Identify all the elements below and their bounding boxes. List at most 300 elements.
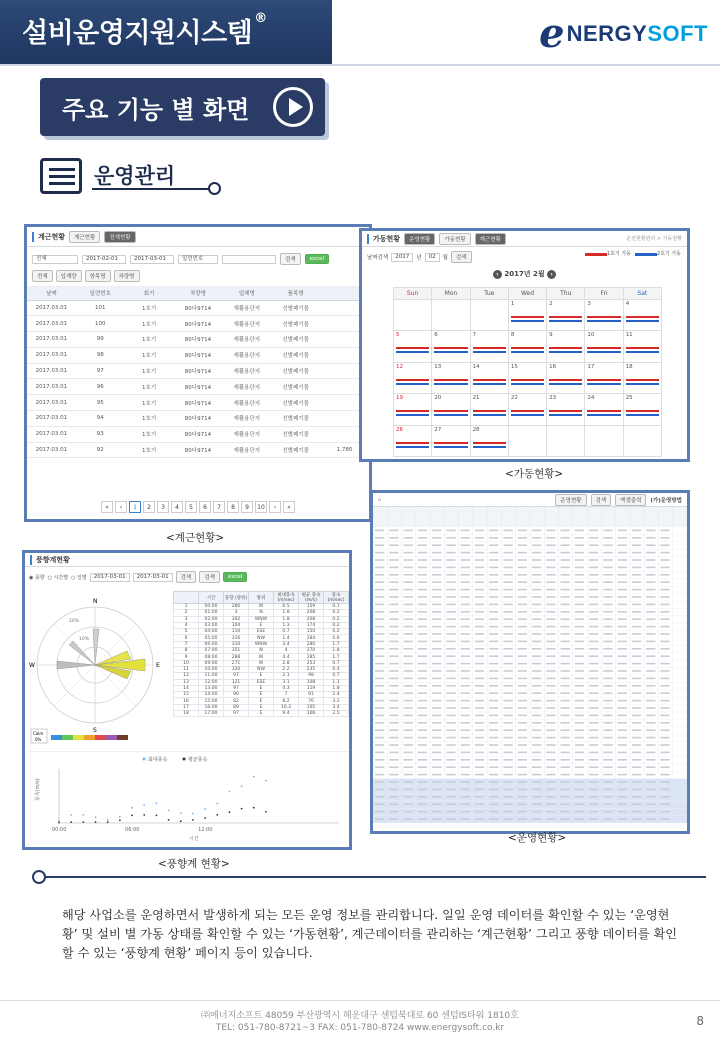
- grid-cell: [561, 818, 570, 820]
- date-from-field[interactable]: 2017-02-01: [82, 255, 126, 264]
- wind-cell: 0.7: [324, 673, 349, 679]
- rose-label-s: S: [93, 727, 97, 734]
- grid-cell: [518, 789, 527, 791]
- grid-cell: [589, 670, 598, 672]
- table-row[interactable]: [27, 332, 369, 348]
- wind-cell: 3.2: [324, 698, 349, 704]
- grid-cell: [660, 544, 669, 546]
- grid-cell: [632, 626, 641, 628]
- grid-cell: [589, 648, 598, 650]
- avg-speed-point: [216, 814, 218, 816]
- grid-cell: [660, 574, 669, 576]
- opt-daily[interactable]: ○ 일별: [71, 574, 87, 581]
- grid-cell: [660, 752, 669, 754]
- table-cell: 98: [76, 347, 125, 363]
- month-select[interactable]: 02: [425, 253, 440, 262]
- grid-cell: [618, 678, 627, 680]
- calendar-week: [394, 331, 662, 362]
- grid-cell: [632, 766, 641, 768]
- day-number: 15: [510, 363, 518, 370]
- opt-direction[interactable]: ◉ 풍향: [29, 574, 45, 581]
- tab-operation[interactable]: 운영현황: [404, 233, 435, 245]
- table-row[interactable]: [27, 426, 369, 442]
- grid-cell: [646, 626, 655, 628]
- unit1-bar: [396, 379, 429, 381]
- filter-chip[interactable]: 입재량: [56, 270, 82, 282]
- year-select[interactable]: 2017: [391, 253, 413, 262]
- table-row[interactable]: [27, 411, 369, 427]
- day-number: 13: [434, 363, 442, 370]
- grid-cell: [603, 663, 612, 665]
- grid-cell: [603, 618, 612, 620]
- wind-cell: 10: [174, 660, 199, 666]
- grid-cell: [603, 589, 612, 591]
- page-button[interactable]: 6: [199, 501, 211, 513]
- wind-cell: 0.2: [324, 610, 349, 616]
- calendar-day[interactable]: [394, 394, 432, 425]
- grid-cell: [503, 729, 512, 731]
- grid-cell: [418, 663, 427, 665]
- grid-cell: [446, 781, 455, 783]
- table-cell: 선별폐기물: [271, 347, 320, 363]
- wind-cell: 150: [299, 629, 324, 635]
- calendar-day[interactable]: [585, 300, 623, 331]
- grid-cell: [561, 567, 570, 569]
- grid-cell: [418, 552, 427, 554]
- serial-select[interactable]: 일련번호: [178, 255, 218, 264]
- grid-cell: [404, 655, 413, 657]
- grid-cell: [389, 604, 398, 606]
- grid-cell: [375, 766, 384, 768]
- grid-cell: [632, 803, 641, 805]
- wind-cell: 2.8: [274, 660, 299, 666]
- grid-cell: [375, 655, 384, 657]
- wind-column-header: 풍속 (m/sec): [324, 592, 349, 604]
- grid-cell: [518, 752, 527, 754]
- page-button[interactable]: 3: [157, 501, 169, 513]
- grid-cell: [603, 633, 612, 635]
- day-number: 11: [625, 332, 633, 339]
- calendar-day[interactable]: [547, 300, 585, 331]
- table-cell: 선별폐기물: [271, 442, 320, 458]
- unit1-bar: [626, 410, 659, 412]
- grid-cell: [503, 596, 512, 598]
- operation-select[interactable]: 운영현황: [555, 494, 586, 506]
- grid-cell: [418, 700, 427, 702]
- calendar-day: [623, 425, 661, 456]
- page-button[interactable]: «: [101, 501, 113, 513]
- grid-cell: [389, 737, 398, 739]
- grid-cell: [489, 700, 498, 702]
- tab-weighing[interactable]: 계근현황: [475, 233, 506, 245]
- unit2-bar: [587, 414, 620, 416]
- grid-cell: [446, 803, 455, 805]
- grid-cell: [618, 685, 627, 687]
- wind-cell: 280: [224, 604, 249, 610]
- grid-cell: [532, 633, 541, 635]
- grid-cell: [532, 803, 541, 805]
- grid-cell: [418, 559, 427, 561]
- grid-cell: [461, 663, 470, 665]
- grid-cell: [461, 626, 470, 628]
- grid-cell: [589, 604, 598, 606]
- grid-cell: [589, 611, 598, 613]
- grid-cell: [461, 648, 470, 650]
- legend-max-speed: 최대풍속: [148, 757, 168, 763]
- prev-month-icon[interactable]: ‹: [493, 270, 502, 279]
- wind-rose-chart: [29, 589, 169, 764]
- grid-cell: [446, 648, 455, 650]
- grid-cell: [475, 781, 484, 783]
- table-cell: 1호기: [125, 332, 174, 348]
- table-row[interactable]: [27, 363, 369, 379]
- grid-cell: [503, 663, 512, 665]
- grid-cell: [404, 552, 413, 554]
- grid-cell: [432, 722, 441, 724]
- calendar-day[interactable]: [394, 331, 432, 362]
- grid-cell: [518, 722, 527, 724]
- grid-cell: [503, 796, 512, 798]
- day-number: 19: [396, 395, 403, 402]
- unit2-bar: [434, 351, 467, 353]
- grid-cell: [532, 626, 541, 628]
- page-button[interactable]: 10: [255, 501, 267, 513]
- calendar-day[interactable]: [585, 362, 623, 393]
- day-number: 1: [510, 301, 515, 307]
- table-row[interactable]: [27, 442, 369, 458]
- calendar-day[interactable]: [470, 331, 508, 362]
- table-row[interactable]: [27, 395, 369, 411]
- grid-cell: [375, 752, 384, 754]
- meter-filter-select[interactable]: 전체: [32, 255, 78, 264]
- grid-cell: [404, 618, 413, 620]
- grid-cell: [646, 685, 655, 687]
- table-cell: 101: [76, 300, 125, 316]
- page-button[interactable]: ‹: [115, 501, 127, 513]
- table-cell: 선별폐기물: [271, 363, 320, 379]
- unit1-bar: [473, 379, 506, 381]
- weekday-header: Sat: [623, 288, 661, 300]
- grid-cell: [618, 692, 627, 694]
- tab-uptime[interactable]: 가동현황: [439, 233, 470, 245]
- wind-cell: 07:00: [199, 648, 224, 654]
- wind-date-to[interactable]: 2017-03-01: [133, 573, 173, 582]
- table-row[interactable]: [27, 347, 369, 363]
- calendar-day[interactable]: [547, 394, 585, 425]
- grid-cell: [475, 618, 484, 620]
- grid-cell: [603, 678, 612, 680]
- wind-cell: E: [249, 711, 274, 717]
- grid-cell: [546, 729, 555, 731]
- grid-cell: [546, 530, 555, 532]
- calendar-day[interactable]: [623, 394, 661, 425]
- grid-cell: [404, 803, 413, 805]
- max-speed-point: [168, 810, 170, 812]
- grid-cell: [632, 604, 641, 606]
- grid-cell: [418, 648, 427, 650]
- grid-cell: [446, 552, 455, 554]
- table-cell: 선별폐기물: [271, 379, 320, 395]
- grid-cell: [632, 611, 641, 613]
- grid-cell: [375, 700, 384, 702]
- table-cell: 재활용단지: [222, 300, 271, 316]
- calendar-day[interactable]: [508, 362, 546, 393]
- next-month-icon[interactable]: ›: [547, 270, 556, 279]
- grid-cell: [632, 759, 641, 761]
- calendar-day[interactable]: [432, 331, 470, 362]
- unit2-bar: [626, 383, 659, 385]
- grid-cell: [461, 722, 470, 724]
- wind-cell: 285: [299, 654, 324, 660]
- grid-cell: [461, 670, 470, 672]
- grid-cell: [432, 759, 441, 761]
- grid-cell: [475, 692, 484, 694]
- tab-meter-expand[interactable]: 전개현황: [104, 231, 135, 243]
- grid-cell: [646, 552, 655, 554]
- day-number: 14: [472, 363, 480, 370]
- wind-cell: 2.1: [274, 673, 299, 679]
- opt-hourly[interactable]: ○ 시간별: [47, 574, 69, 581]
- grid-cell: [375, 692, 384, 694]
- grid-cell: [618, 729, 627, 731]
- filter-chip[interactable]: 전체: [32, 270, 53, 282]
- grid-cell: [603, 655, 612, 657]
- wind-cell: 1.7: [324, 654, 349, 660]
- calendar-day[interactable]: [623, 362, 661, 393]
- grid-cell: [561, 581, 570, 583]
- unit2-bar: [511, 320, 544, 322]
- grid-cell: [375, 663, 384, 665]
- calendar-day[interactable]: [547, 331, 585, 362]
- grid-cell: [546, 537, 555, 539]
- grid-cell: [489, 670, 498, 672]
- wind-print-button[interactable]: 검색: [199, 571, 220, 583]
- unit1-bar: [434, 379, 467, 381]
- page-button[interactable]: 9: [241, 501, 253, 513]
- grid-cell: [446, 581, 455, 583]
- grid-cell: [404, 670, 413, 672]
- avg-speed-point: [119, 819, 121, 821]
- grid-cell: [646, 692, 655, 694]
- wind-date-from[interactable]: 2017-03-01: [90, 573, 130, 582]
- page-button[interactable]: 7: [213, 501, 225, 513]
- grid-cell: [475, 567, 484, 569]
- unit2-bar: [473, 351, 506, 353]
- grid-cell: [375, 633, 384, 635]
- calendar-day[interactable]: [547, 362, 585, 393]
- page-button[interactable]: 5: [185, 501, 197, 513]
- max-speed-point: [241, 785, 243, 787]
- grid-cell: [561, 596, 570, 598]
- grid-cell: [389, 581, 398, 583]
- wind-cell: 159: [299, 604, 324, 610]
- wind-cell: 174: [299, 622, 324, 628]
- grid-cell: [532, 589, 541, 591]
- page-button[interactable]: »: [283, 501, 295, 513]
- wind-cell: 320: [224, 666, 249, 672]
- grid-cell: [446, 633, 455, 635]
- calendar-day[interactable]: [470, 394, 508, 425]
- grid-cell: [575, 752, 584, 754]
- grid-cell: [475, 604, 484, 606]
- speed-color-scale: [51, 735, 128, 740]
- calendar-day[interactable]: [508, 300, 546, 331]
- search-button[interactable]: 검색: [280, 253, 301, 265]
- grid-cell: [646, 781, 655, 783]
- calendar-day[interactable]: [585, 331, 623, 362]
- table-row[interactable]: [27, 316, 369, 332]
- grid-cell: [618, 670, 627, 672]
- unit2-bar: [511, 383, 544, 385]
- wind-cell: 01:00: [199, 610, 224, 616]
- day-number: 5: [396, 332, 400, 339]
- table-row[interactable]: [27, 300, 369, 316]
- unit2-bar: [626, 414, 659, 416]
- excel-button[interactable]: excel: [305, 254, 329, 264]
- title-banner: [0, 0, 332, 64]
- calendar-day[interactable]: [508, 394, 546, 425]
- grid-cell: [404, 589, 413, 591]
- grid-cell: [461, 581, 470, 583]
- grid-cell: [489, 663, 498, 665]
- table-cell: 2017.03.01: [27, 442, 76, 458]
- page-button[interactable]: 4: [171, 501, 183, 513]
- max-speed-point: [82, 814, 84, 816]
- page-button[interactable]: 1: [129, 501, 141, 513]
- grid-cell: [475, 766, 484, 768]
- unit1-bar: [549, 347, 582, 349]
- pagination: [27, 501, 369, 513]
- grid-cell: [603, 707, 612, 709]
- grid-cell: [575, 626, 584, 628]
- grid-cell: [475, 729, 484, 731]
- operation-search-button[interactable]: 검색: [591, 494, 612, 506]
- wind-cell: 253: [299, 660, 324, 666]
- avg-speed-point: [180, 820, 182, 822]
- grid-cell: [375, 715, 384, 717]
- grid-cell: [432, 811, 441, 813]
- wind-cell: 0.2: [324, 622, 349, 628]
- grid-cell: [389, 567, 398, 569]
- unit1-bar: [511, 410, 544, 412]
- calendar-day[interactable]: [432, 425, 470, 456]
- calendar-day[interactable]: [623, 300, 661, 331]
- page-button[interactable]: ›: [269, 501, 281, 513]
- grid-cell: [389, 552, 398, 554]
- avg-speed-point: [82, 821, 84, 823]
- grid-cell: [418, 774, 427, 776]
- filter-chip[interactable]: 항목명: [85, 270, 111, 282]
- calendar-day[interactable]: [470, 362, 508, 393]
- wind-cell: 270: [299, 648, 324, 654]
- wind-cell: 97: [224, 673, 249, 679]
- filter-chip[interactable]: 차량명: [114, 270, 140, 282]
- day-number: 12: [396, 363, 403, 370]
- calendar-day[interactable]: [394, 362, 432, 393]
- grid-cell: [489, 655, 498, 657]
- grid-cell: [546, 707, 555, 709]
- calendar-day[interactable]: [623, 331, 661, 362]
- grid-cell: [618, 759, 627, 761]
- unit2-bar: [473, 414, 506, 416]
- operation-excel-button[interactable]: 엑셀출력: [615, 494, 646, 506]
- grid-cell: [461, 715, 470, 717]
- operation-screenshot: [370, 490, 690, 834]
- grid-cell: [632, 729, 641, 731]
- grid-cell: [575, 707, 584, 709]
- wind-excel-button[interactable]: excel: [223, 572, 247, 582]
- grid-cell: [561, 618, 570, 620]
- keyword-input[interactable]: [222, 255, 276, 264]
- grid-cell: [618, 700, 627, 702]
- wind-cell: 0.2: [324, 616, 349, 622]
- grid-cell: [418, 796, 427, 798]
- grid-cell: [532, 618, 541, 620]
- day-number: 7: [472, 332, 477, 339]
- date-to-field[interactable]: 2017-03-01: [130, 255, 174, 264]
- grid-cell: [418, 626, 427, 628]
- unit1-bar: [396, 442, 429, 444]
- calendar-day[interactable]: [432, 362, 470, 393]
- grid-cell: [446, 766, 455, 768]
- calendar-day[interactable]: [508, 331, 546, 362]
- grid-cell: [632, 678, 641, 680]
- grid-cell: [404, 737, 413, 739]
- grid-cell: [618, 559, 627, 561]
- grid-cell: [632, 670, 641, 672]
- grid-cell: [646, 700, 655, 702]
- calendar-search-button[interactable]: 검색: [451, 251, 472, 263]
- wind-cell: 106: [299, 711, 324, 717]
- grid-cell: [646, 774, 655, 776]
- grid-cell: [532, 596, 541, 598]
- wind-cell: 3: [224, 610, 249, 616]
- grid-cell: [546, 574, 555, 576]
- grid-cell: [432, 678, 441, 680]
- grid-cell: [589, 537, 598, 539]
- grid-cell: [518, 559, 527, 561]
- calendar-day[interactable]: [432, 394, 470, 425]
- grid-cell: [646, 618, 655, 620]
- grid-cell: [518, 626, 527, 628]
- grid-cell: [389, 648, 398, 650]
- calendar-day[interactable]: [585, 394, 623, 425]
- table-cell: 80다9714: [174, 379, 223, 395]
- grid-cell: [461, 789, 470, 791]
- calendar-day[interactable]: [470, 425, 508, 456]
- calendar-day[interactable]: [394, 425, 432, 456]
- grid-cell: [561, 655, 570, 657]
- grid-cell: [375, 581, 384, 583]
- table-row[interactable]: [27, 379, 369, 395]
- page-button[interactable]: 8: [227, 501, 239, 513]
- wind-search-button[interactable]: 검색: [176, 571, 197, 583]
- grid-cell: [561, 537, 570, 539]
- grid-cell: [618, 752, 627, 754]
- tab-meter-status[interactable]: 계근현황: [69, 231, 100, 243]
- grid-cell: [561, 670, 570, 672]
- grid-cell: [618, 818, 627, 820]
- calendar-day: [394, 300, 432, 331]
- page-button[interactable]: 2: [143, 501, 155, 513]
- table-cell: 2017.03.01: [27, 332, 76, 348]
- grid-cell: [503, 803, 512, 805]
- grid-cell: [375, 641, 384, 643]
- grid-cell: [561, 559, 570, 561]
- grid-cell: [389, 729, 398, 731]
- grid-cell: [632, 633, 641, 635]
- unit1-bar: [473, 442, 506, 444]
